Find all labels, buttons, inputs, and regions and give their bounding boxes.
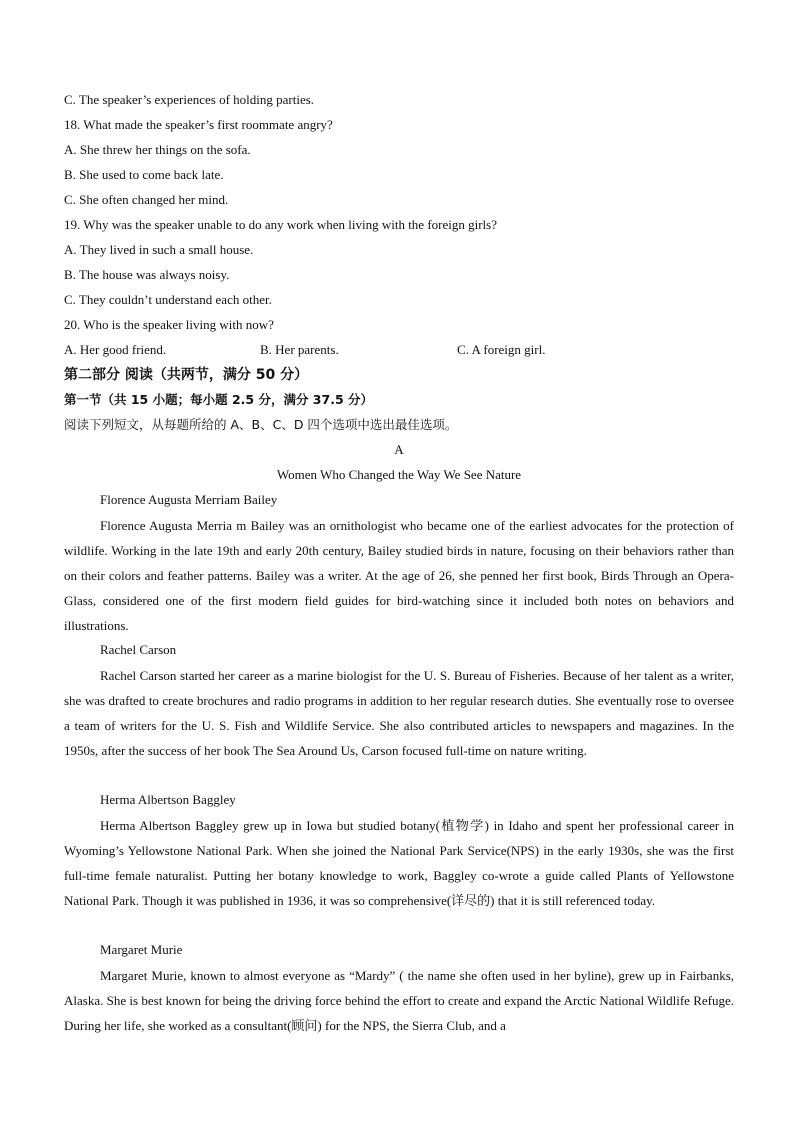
passage-title: Women Who Changed the Way We See Nature: [276, 467, 522, 482]
q18-question: 18. What made the speaker’s first roommate angry?: [64, 117, 333, 132]
q18-option-c: C. She often changed her mind.: [64, 192, 229, 207]
q17-option-c: C. The speaker’s experiences of holding parties.: [64, 92, 315, 107]
paragraph-murie: Margaret Murie, known to almost everyone as “Mardy” ( the name she often used in her byline), grew up in Fairbanks, Alaska. She is best known for being the driving force behind the effort to create and expand the Arctic National Wildlife Refuge. During her life, she worked as a consultant(顾问) for the NPS, the Sierra Club, and a: [64, 968, 734, 1033]
q18-option-b: B. She used to come back late.: [64, 167, 224, 182]
paragraph-bailey: Florence Augusta Merria m Bailey was an ornithologist who became one of the earliest advocates for the protection of wildlife. Working in the late 19th and early 20th century, Bailey studied birds in nature, focusing on their behaviors rather than on their colors and feather patterns. Bailey was a writer. At the age of 26, she penned her first book, Birds Through an Opera-Glass, considered one of the first modern field guides for bird-watching since it included both notes on behaviors and illustrations.: [64, 518, 734, 633]
section-heading-bailey: Florence Augusta Merriam Bailey: [100, 492, 278, 507]
q20-options: [64, 342, 624, 358]
section-heading-murie: Margaret Murie: [100, 942, 183, 957]
q18-option-a: A. She threw her things on the sofa.: [64, 142, 251, 157]
section-subtitle: 第一节（共 15 小题；每小题 2.5 分，满分 37.5 分）: [64, 392, 373, 407]
q20-option-a: A. Her good friend.: [64, 342, 167, 357]
section-heading-carson: Rachel Carson: [100, 642, 177, 657]
section-instruction: 阅读下列短文，从每题所给的 A、B、C、D 四个选项中选出最佳选项。: [64, 417, 458, 432]
q19-option-b: B. The house was always noisy.: [64, 267, 230, 282]
q20-option-c: C. A foreign girl.: [457, 342, 546, 357]
section-title: 第二部分 阅读（共两节，满分 50 分）: [64, 367, 309, 383]
passage-letter: A: [394, 442, 404, 457]
q19-option-c: C. They couldn’t understand each other.: [64, 292, 272, 307]
q19-question: 19. Why was the speaker unable to do any work when living with the foreign girls?: [64, 217, 497, 232]
section-heading-baggley: Herma Albertson Baggley: [100, 792, 236, 807]
paragraph-baggley: Herma Albertson Baggley grew up in Iowa but studied botany(植物学) in Idaho and spent her professional career in Wyoming’s Yellowstone National Park. When she joined the National Park Service(NPS) in the early 1930s, she was the first full-time female naturalist. Putting her botany knowledge to work, Baggley co-wrote a guide called Plants of Yellowstone National Park. Though it was published in 1936, it was so comprehensive(详尽的) that it is still referenced today.: [64, 818, 734, 908]
q19-option-a: A. They lived in such a small house.: [64, 242, 254, 257]
paragraph-carson: Rachel Carson started her career as a marine biologist for the U. S. Bureau of Fisheries. Because of her talent as a writer, she was drafted to create brochures and radio programs in addition to her regular research duties. She eventually rose to oversee a team of writers for the U. S. Fish and Wildlife Service. She also contributed articles to newspapers and magazines. In the 1950s, after the success of her book The Sea Around Us, Carson focused full-time on nature writing.: [64, 668, 734, 758]
q20-question: 20. Who is the speaker living with now?: [64, 317, 274, 332]
q20-option-b: B. Her parents.: [260, 342, 339, 357]
